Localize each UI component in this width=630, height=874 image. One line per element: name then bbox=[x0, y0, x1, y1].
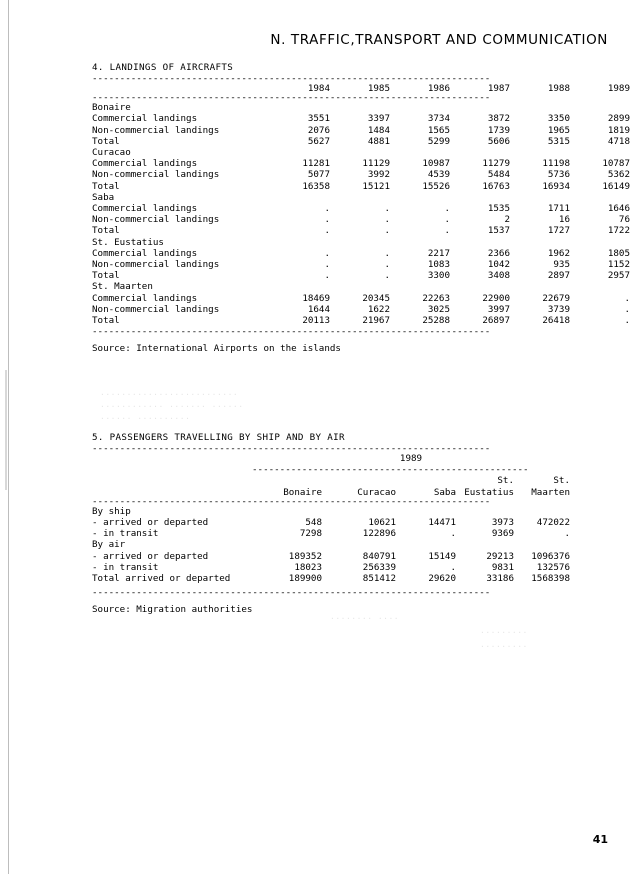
cell: 1565 bbox=[427, 124, 450, 136]
table-header-row-line1 bbox=[92, 475, 570, 486]
group-name-by-air: By air bbox=[92, 539, 126, 551]
table-row bbox=[92, 136, 630, 147]
cell: 2899 bbox=[607, 113, 630, 125]
cell: . bbox=[324, 214, 330, 226]
cell: 3739 bbox=[547, 303, 570, 315]
section4-rule-top: ------------------------------------------------------------------------ bbox=[92, 75, 491, 83]
cell: 11281 bbox=[302, 158, 330, 170]
cell: 22900 bbox=[482, 292, 510, 304]
cell: 1568398 bbox=[531, 573, 570, 585]
table-row bbox=[92, 158, 630, 169]
row-label: Commercial landings bbox=[92, 247, 198, 259]
cell: 9831 bbox=[491, 561, 514, 573]
section5-year-rule bbox=[92, 464, 570, 475]
table-header-row bbox=[92, 83, 630, 94]
cell: 3025 bbox=[427, 303, 450, 315]
section4-body bbox=[92, 102, 630, 326]
cell: 15149 bbox=[428, 550, 456, 562]
cell: . bbox=[324, 270, 330, 282]
page-edge-artifact bbox=[8, 0, 9, 874]
cell: 20345 bbox=[362, 292, 390, 304]
cell: . bbox=[450, 528, 456, 540]
row-label: Commercial landings bbox=[92, 158, 198, 170]
column-header-line1 bbox=[396, 475, 456, 486]
cell: 1484 bbox=[367, 124, 390, 136]
column-header-line1: St. bbox=[497, 475, 514, 487]
group-name-curacao: Curacao bbox=[92, 147, 131, 159]
cell: . bbox=[324, 259, 330, 271]
table-row bbox=[92, 225, 630, 236]
column-header-1984: 1984 bbox=[307, 83, 330, 94]
column-header-line1 bbox=[252, 475, 322, 486]
print-artifact: ......... bbox=[480, 640, 528, 649]
cell: . bbox=[324, 203, 330, 215]
cell: 548 bbox=[305, 517, 322, 529]
section5-year-underline: -------------------------------------------------- bbox=[252, 464, 529, 476]
cell: 2957 bbox=[607, 270, 630, 282]
cell: 472022 bbox=[536, 517, 570, 529]
column-header-curacao: Curacao bbox=[357, 486, 396, 498]
cell: 5627 bbox=[307, 135, 330, 147]
cell: 16763 bbox=[482, 180, 510, 192]
cell: . bbox=[564, 528, 570, 540]
table-row bbox=[92, 551, 570, 562]
table-row bbox=[92, 562, 570, 573]
cell: 11279 bbox=[482, 158, 510, 170]
year-label: 1989 bbox=[399, 453, 423, 464]
cell: 11129 bbox=[362, 158, 390, 170]
cell: 7298 bbox=[299, 528, 322, 540]
section5-title: 5. PASSENGERS TRAVELLING BY SHIP AND BY AIR bbox=[92, 432, 345, 443]
cell: 1965 bbox=[547, 124, 570, 136]
header-blank bbox=[92, 83, 270, 94]
group-name-saba: Saba bbox=[92, 191, 115, 203]
column-header-st-eustatius: Eustatius bbox=[464, 486, 514, 498]
cell: 16934 bbox=[542, 180, 570, 192]
table-row bbox=[92, 517, 570, 528]
group-heading-row bbox=[92, 539, 570, 550]
cell: 5362 bbox=[607, 169, 630, 181]
group-heading-row bbox=[92, 147, 630, 158]
column-header-1987: 1987 bbox=[487, 83, 510, 94]
column-header-line1 bbox=[322, 475, 396, 486]
cell: 1042 bbox=[487, 259, 510, 271]
table-row bbox=[92, 270, 630, 281]
section4-title: 4. LANDINGS OF AIRCRAFTS bbox=[92, 62, 234, 73]
section5-column-headers bbox=[92, 475, 570, 497]
group-name-by-ship: By ship bbox=[92, 505, 131, 517]
page-header-title: N. TRAFFIC,TRANSPORT AND COMMUNICATION bbox=[270, 32, 608, 48]
cell: 29213 bbox=[486, 550, 514, 562]
cell: 10987 bbox=[422, 158, 450, 170]
cell: 5484 bbox=[487, 169, 510, 181]
cell: 1727 bbox=[547, 225, 570, 237]
table-row bbox=[92, 315, 630, 326]
section5-body bbox=[92, 506, 570, 584]
row-label: Total bbox=[92, 135, 120, 147]
column-header-line1: St. bbox=[553, 475, 570, 487]
row-label: - in transit bbox=[92, 528, 159, 540]
cell: 15121 bbox=[362, 180, 390, 192]
cell: 11198 bbox=[542, 158, 570, 170]
cell: 1644 bbox=[307, 303, 330, 315]
cell: 4881 bbox=[367, 135, 390, 147]
group-heading-row bbox=[92, 281, 630, 292]
print-artifact: ........ .... bbox=[330, 612, 400, 621]
cell: 5077 bbox=[307, 169, 330, 181]
cell: 26418 bbox=[542, 315, 570, 327]
cell: 189352 bbox=[288, 550, 322, 562]
cell: 14471 bbox=[428, 517, 456, 529]
cell: 2217 bbox=[427, 247, 450, 259]
cell: 189900 bbox=[288, 573, 322, 585]
cell: 1711 bbox=[547, 203, 570, 215]
section4-source: Source: International Airports on the islands bbox=[92, 343, 341, 355]
table-row-total bbox=[92, 573, 570, 584]
section5-rule-under-header: ------------------------------------------------------------------------ bbox=[92, 497, 491, 506]
cell: 3973 bbox=[491, 517, 514, 529]
cell: 33186 bbox=[486, 573, 514, 585]
cell: 16 bbox=[558, 214, 570, 226]
cell: 256339 bbox=[362, 561, 396, 573]
row-label: Non-commercial landings bbox=[92, 124, 220, 136]
cell: . bbox=[450, 561, 456, 573]
column-header-1988: 1988 bbox=[547, 83, 570, 94]
section-passengers-travelling bbox=[92, 432, 570, 615]
column-header-st-maarten: Maarten bbox=[531, 486, 570, 498]
column-header-1986: 1986 bbox=[427, 83, 450, 94]
cell: 16358 bbox=[302, 180, 330, 192]
table-row bbox=[92, 214, 630, 225]
page-edge-artifact-2 bbox=[5, 370, 7, 490]
cell: 1819 bbox=[607, 124, 630, 136]
cell: 22263 bbox=[422, 292, 450, 304]
cell: 21967 bbox=[362, 315, 390, 327]
cell: 26897 bbox=[482, 315, 510, 327]
column-header-bonaire: Bonaire bbox=[283, 486, 322, 498]
cell: 1622 bbox=[367, 303, 390, 315]
table-header-row-line2 bbox=[92, 487, 570, 498]
group-heading-row bbox=[92, 237, 630, 248]
cell: . bbox=[444, 203, 450, 215]
cell: 29620 bbox=[428, 573, 456, 585]
page-number: 41 bbox=[592, 833, 608, 846]
column-header-1985: 1985 bbox=[367, 83, 390, 94]
cell: 840791 bbox=[362, 550, 396, 562]
print-artifact: ...... .......... bbox=[100, 412, 191, 421]
cell: 1805 bbox=[607, 247, 630, 259]
cell: 3734 bbox=[427, 113, 450, 125]
cell: 2897 bbox=[547, 270, 570, 282]
cell: 5299 bbox=[427, 135, 450, 147]
print-artifact: ......... bbox=[480, 626, 528, 635]
section-landings-of-aircrafts bbox=[92, 62, 630, 355]
cell: 22679 bbox=[542, 292, 570, 304]
cell: . bbox=[444, 225, 450, 237]
cell: 5315 bbox=[547, 135, 570, 147]
cell: 25288 bbox=[422, 315, 450, 327]
cell: 3300 bbox=[427, 270, 450, 282]
section4-rule-under-header: ------------------------------------------------------------------------ bbox=[92, 94, 491, 103]
section4-rule-bottom: ------------------------------------------------------------------------ bbox=[92, 328, 491, 337]
cell: 5736 bbox=[547, 169, 570, 181]
row-label: Non-commercial landings bbox=[92, 214, 220, 226]
cell: 16149 bbox=[602, 180, 630, 192]
column-header-saba: Saba bbox=[433, 486, 456, 498]
table-row bbox=[92, 293, 630, 304]
cell: 18023 bbox=[294, 561, 322, 573]
table-row bbox=[92, 248, 630, 259]
cell: 2 bbox=[504, 214, 510, 226]
cell: 9369 bbox=[491, 528, 514, 540]
table-row bbox=[92, 304, 630, 315]
row-label: Total bbox=[92, 225, 120, 237]
cell: 76 bbox=[618, 214, 630, 226]
cell: 1722 bbox=[607, 225, 630, 237]
cell: 1152 bbox=[607, 259, 630, 271]
row-label: Total bbox=[92, 180, 120, 192]
cell: 1083 bbox=[427, 259, 450, 271]
cell: 5606 bbox=[487, 135, 510, 147]
section4-table bbox=[92, 83, 630, 94]
row-label: Commercial landings bbox=[92, 292, 198, 304]
table-row bbox=[92, 528, 570, 539]
table-row bbox=[92, 259, 630, 270]
section5-year-header bbox=[92, 453, 570, 464]
group-heading-row bbox=[92, 506, 570, 517]
cell: 935 bbox=[553, 259, 570, 271]
cell: 3997 bbox=[487, 303, 510, 315]
cell: . bbox=[624, 315, 630, 327]
cell: 3350 bbox=[547, 113, 570, 125]
cell: 1535 bbox=[487, 203, 510, 215]
print-artifact: ............ ....... ...... bbox=[100, 400, 244, 409]
cell: 4539 bbox=[427, 169, 450, 181]
row-label: Commercial landings bbox=[92, 203, 198, 215]
table-row bbox=[92, 125, 630, 136]
cell: 851412 bbox=[362, 573, 396, 585]
table-row bbox=[92, 113, 630, 124]
row-label: - in transit bbox=[92, 561, 159, 573]
cell: . bbox=[384, 247, 390, 259]
cell: . bbox=[384, 225, 390, 237]
cell: 15526 bbox=[422, 180, 450, 192]
row-label: Non-commercial landings bbox=[92, 259, 220, 271]
cell: . bbox=[324, 247, 330, 259]
table-row bbox=[92, 203, 630, 214]
cell: . bbox=[624, 292, 630, 304]
cell: . bbox=[444, 214, 450, 226]
cell: 3992 bbox=[367, 169, 390, 181]
cell: 3397 bbox=[367, 113, 390, 125]
cell: 20113 bbox=[302, 315, 330, 327]
cell: 1962 bbox=[547, 247, 570, 259]
cell: 1096376 bbox=[531, 550, 570, 562]
cell: 4718 bbox=[607, 135, 630, 147]
group-heading-row bbox=[92, 102, 630, 113]
cell: 1646 bbox=[607, 203, 630, 215]
cell: . bbox=[384, 203, 390, 215]
row-label: - arrived or departed bbox=[92, 550, 209, 562]
cell: 2366 bbox=[487, 247, 510, 259]
group-name-st-eustatius: St. Eustatius bbox=[92, 236, 164, 248]
cell: 122896 bbox=[362, 528, 396, 540]
cell: . bbox=[624, 303, 630, 315]
section5-rule-bottom: ------------------------------------------------------------------------ bbox=[92, 589, 491, 598]
table-row bbox=[92, 169, 630, 180]
cell: 10787 bbox=[602, 158, 630, 170]
cell: 3872 bbox=[487, 113, 510, 125]
group-heading-row bbox=[92, 192, 630, 203]
column-header-1989: 1989 bbox=[607, 83, 630, 94]
row-label-total: Total arrived or departed bbox=[92, 573, 231, 585]
group-name-st-maarten: St. Maarten bbox=[92, 281, 153, 293]
cell: 3551 bbox=[307, 113, 330, 125]
row-label: Total bbox=[92, 315, 120, 327]
cell: 3408 bbox=[487, 270, 510, 282]
cell: 2076 bbox=[307, 124, 330, 136]
row-label: Commercial landings bbox=[92, 113, 198, 125]
cell: . bbox=[384, 270, 390, 282]
cell: 132576 bbox=[536, 561, 570, 573]
row-label: - arrived or departed bbox=[92, 517, 209, 529]
cell: . bbox=[324, 225, 330, 237]
cell: 18469 bbox=[302, 292, 330, 304]
row-label: Non-commercial landings bbox=[92, 169, 220, 181]
group-name-bonaire: Bonaire bbox=[92, 102, 131, 114]
cell: 1537 bbox=[487, 225, 510, 237]
print-artifact: .......................... bbox=[100, 388, 239, 397]
cell: . bbox=[384, 259, 390, 271]
table-row bbox=[92, 181, 630, 192]
section5-rule-top: ------------------------------------------------------------------------ bbox=[92, 445, 491, 453]
cell: . bbox=[384, 214, 390, 226]
row-label: Total bbox=[92, 270, 120, 282]
row-label: Non-commercial landings bbox=[92, 303, 220, 315]
section5-source: Source: Migration authorities bbox=[92, 604, 253, 616]
cell: 1739 bbox=[487, 124, 510, 136]
cell: 10621 bbox=[368, 517, 396, 529]
